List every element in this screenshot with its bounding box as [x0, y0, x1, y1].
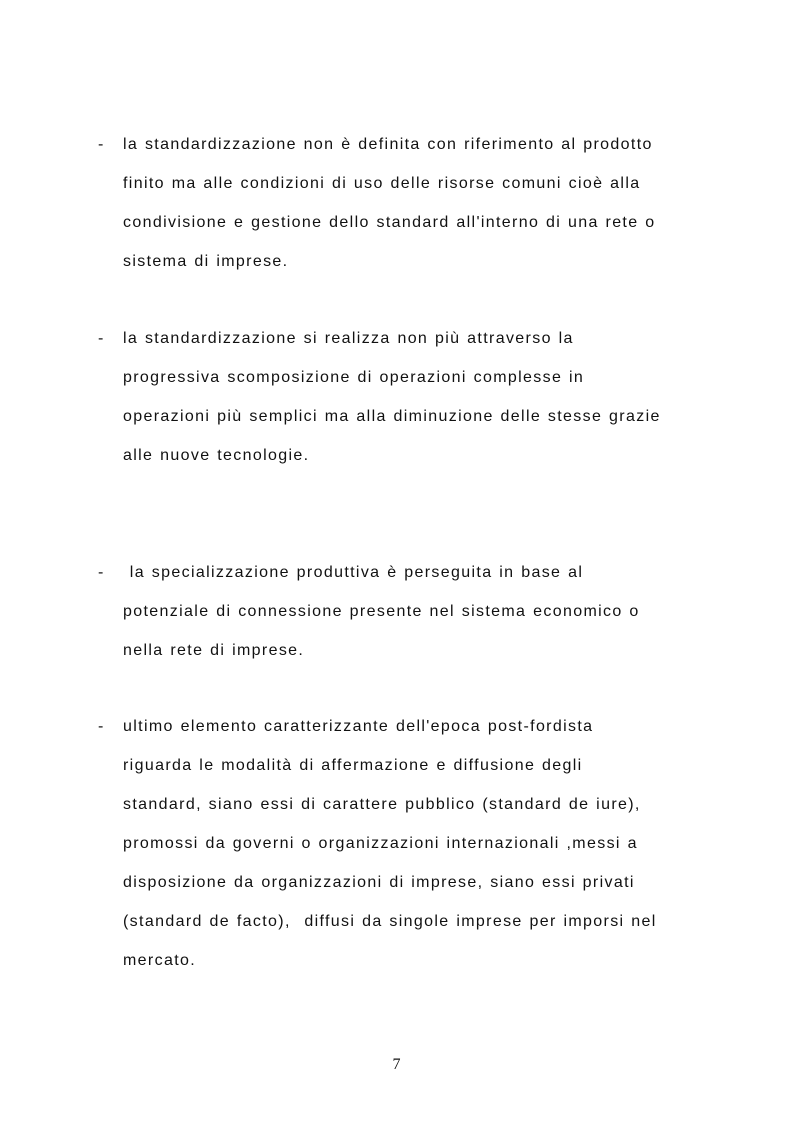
bullet-2-line-1: la standardizzazione si realizza non più attraverso la	[123, 330, 574, 347]
bullet-marker: -	[98, 564, 104, 581]
bullet-1-line-2: finito ma alle condizioni di uso delle risorse comuni cioè alla	[123, 175, 641, 192]
page-number: 7	[392, 1056, 401, 1073]
bullet-marker: -	[98, 718, 104, 735]
bullet-4-line-1: ultimo elemento caratterizzante dell'epoca post-fordista	[123, 718, 594, 735]
bullet-3-line-1: la specializzazione produttiva è perseguita in base al	[123, 564, 584, 581]
bullet-3-line-3: nella rete di imprese.	[123, 642, 305, 659]
bullet-marker: -	[98, 136, 104, 153]
bullet-1-line-1: la standardizzazione non è definita con riferimento al prodotto	[123, 136, 653, 153]
bullet-4-line-7: mercato.	[123, 952, 197, 969]
bullet-4-line-5: disposizione da organizzazioni di imprese, siano essi privati	[123, 874, 635, 891]
bullet-4-line-6: (standard de facto), diffusi da singole imprese per imporsi nel	[123, 913, 657, 930]
bullet-2-line-4: alle nuove tecnologie.	[123, 447, 310, 464]
bullet-2-line-3: operazioni più semplici ma alla diminuzione delle stesse grazie	[123, 408, 661, 425]
bullet-4-line-4: promossi da governi o organizzazioni internazionali ,messi a	[123, 835, 638, 852]
bullet-marker: -	[98, 330, 104, 347]
bullet-1-line-3: condivisione e gestione dello standard all'interno di una rete o	[123, 214, 656, 231]
bullet-4-line-2: riguarda le modalità di affermazione e diffusione degli	[123, 757, 583, 774]
bullet-4-line-3: standard, siano essi di carattere pubblico (standard de iure),	[123, 796, 641, 813]
bullet-1-line-4: sistema di imprese.	[123, 253, 289, 270]
bullet-2-line-2: progressiva scomposizione di operazioni complesse in	[123, 369, 585, 386]
bullet-3-line-2: potenziale di connessione presente nel sistema economico o	[123, 603, 640, 620]
